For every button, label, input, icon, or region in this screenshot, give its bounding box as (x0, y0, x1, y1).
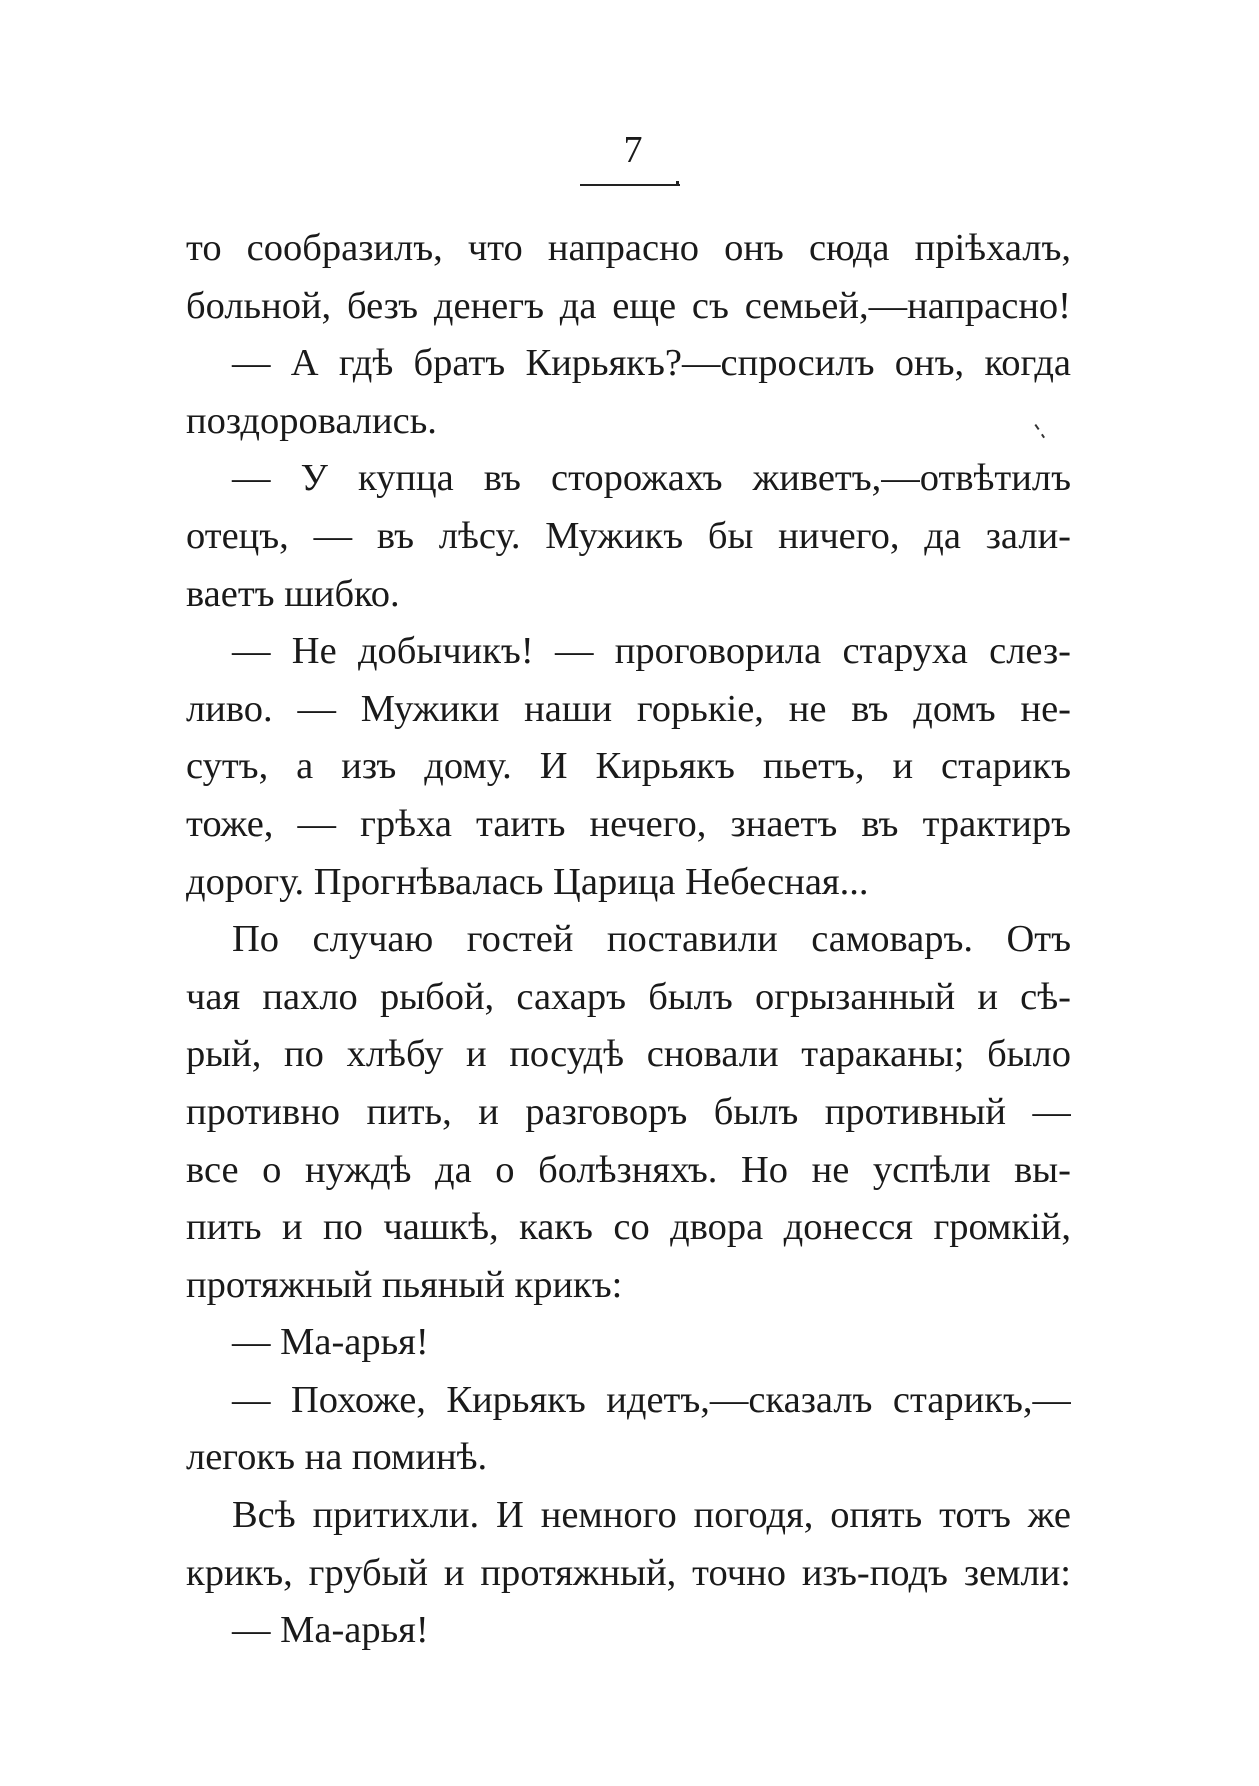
text-line: больной, безъ денегъ да еще съ семьей,—напрасно! (186, 284, 1071, 327)
text-line: ливо. — Мужики наши горькіе, не въ домъ не- (186, 687, 1071, 730)
page-number-rule-dot (676, 181, 679, 184)
text-line: — Ма-арья! (232, 1321, 429, 1364)
text-line: легокъ на поминѣ. (186, 1436, 488, 1479)
text-line: поздоровались. (186, 399, 437, 442)
text-line: сутъ, а изъ дому. И Кирьякъ пьетъ, и старикъ (186, 745, 1071, 788)
text-line: то сообразилъ, что напрасно онъ сюда пріѣхалъ, (186, 227, 1071, 269)
text-line: протяжный пьяный крикъ: (186, 1263, 623, 1306)
text-line: — Ма-арья! (232, 1609, 429, 1652)
page-number-rule (580, 184, 680, 186)
body-text (186, 220, 1071, 1660)
page-number: 7 (623, 129, 644, 171)
text-line: пить и по чашкѣ, какъ со двора донесся громкій, (186, 1206, 1071, 1249)
text-line: — У купца въ сторожахъ живетъ,—отвѣтилъ (232, 457, 1071, 500)
text-line: все о нуждѣ да о болѣзняхъ. Но не успѣли вы- (186, 1148, 1071, 1191)
text-line: рый, по хлѣбу и посудѣ сновали тараканы; было (186, 1033, 1071, 1076)
text-line: чая пахло рыбой, сахаръ былъ огрызанный и сѣ- (186, 975, 1071, 1018)
text-line: ваетъ шибко. (186, 572, 400, 615)
text-line: дорогу. Прогнѣвалась Царица Небесная... (186, 860, 869, 903)
text-line: отецъ, — въ лѣсу. Мужикъ бы ничего, да зали- (186, 514, 1071, 557)
text-line: противно пить, и разговоръ былъ противный — (186, 1090, 1071, 1133)
text-line: По случаю гостей поставили самоваръ. Отъ (232, 918, 1071, 961)
text-line: — Не добычикъ! — проговорила старуха слез- (232, 630, 1071, 673)
text-line: крикъ, грубый и протяжный, точно изъ-подъ земли: (186, 1551, 1071, 1594)
text-line: Всѣ притихли. И немного погодя, опять тотъ же (232, 1494, 1071, 1537)
text-line: — Похоже, Кирьякъ идетъ,—сказалъ старикъ,— (232, 1378, 1071, 1421)
text-line: — А гдѣ братъ Кирьякъ?—спросилъ онъ, когда (232, 342, 1071, 385)
text-line: тоже, — грѣха таить нечего, знаетъ въ трактиръ (186, 802, 1071, 845)
